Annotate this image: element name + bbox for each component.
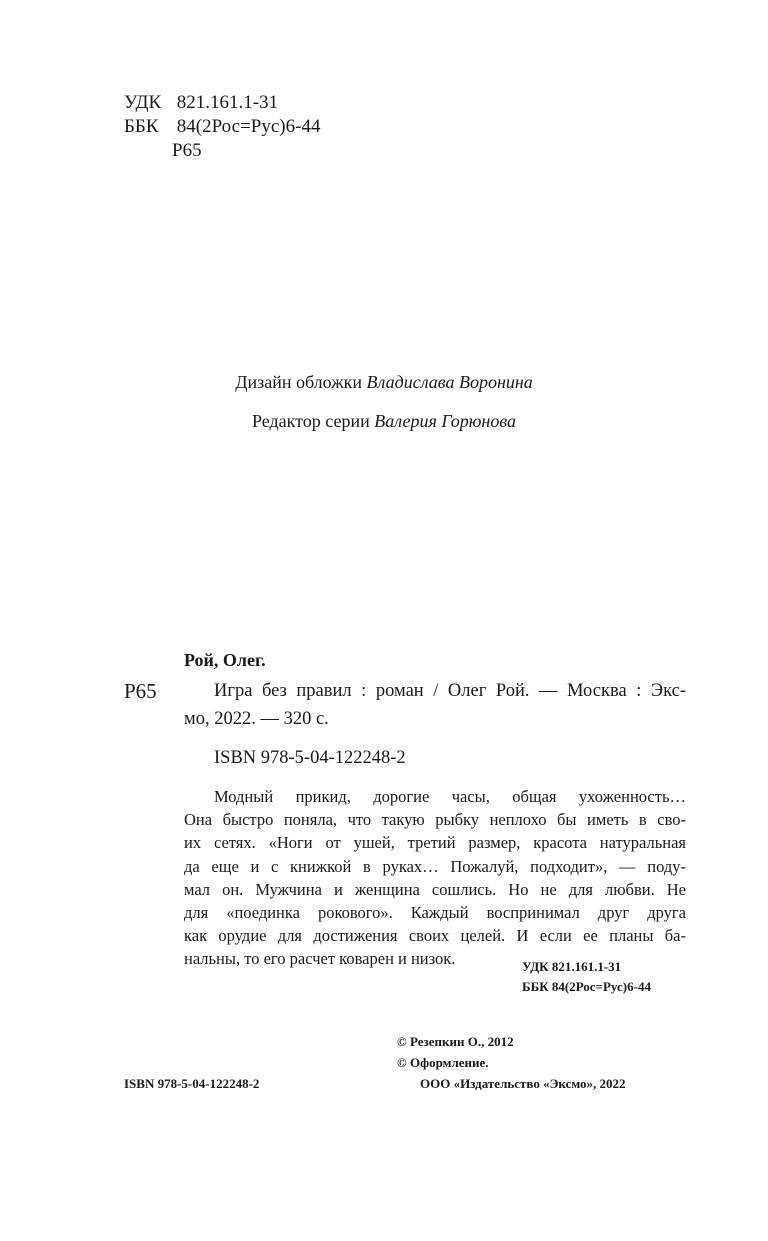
annotation	[184, 785, 686, 971]
annotation-line: для «поединка рокового». Каждый воспринимал друг друга	[184, 902, 686, 922]
copyright-publisher: ООО «Издательство «Эксмо», 2022	[420, 1076, 626, 1091]
annotation-line: их сетях. «Ноги от ушей, третий размер, красота натуральная	[184, 833, 686, 853]
footer-isbn: ISBN 978-5-04-122248-2	[124, 1076, 260, 1091]
catalog-bbk: ББК 84(2Рос=Рус)6-44	[522, 979, 651, 994]
catalog-bibliographic-line-1: Игра без правил : роман / Олег Рой. — Москва : Экс-	[214, 681, 686, 701]
cover-design-credit	[0, 370, 768, 394]
catalog-author: Рой, Олег.	[184, 650, 266, 670]
catalog-author-mark: Р65	[124, 679, 157, 703]
annotation-line: как орудие для достижения своих целей. И если ее планы ба-	[184, 926, 686, 946]
bbk-label: ББК	[124, 116, 159, 137]
author-mark-top: Р65	[172, 140, 202, 161]
annotation-line: нальны, то его расчет коварен и низок.	[184, 949, 456, 969]
annotation-line: Модный прикид, дорогие часы, общая ухоженность…	[214, 787, 686, 806]
catalog-isbn: ISBN 978-5-04-122248-2	[214, 748, 406, 768]
annotation-line: Она быстро поняла, что такую рыбку неплохо бы иметь в сво-	[184, 810, 686, 830]
annotation-line: да еще и с книжкой в руках… Пожалуй, подходит», — поду-	[184, 856, 686, 876]
series-editor-credit	[0, 409, 768, 433]
udk-line	[124, 91, 278, 115]
bbk-value: 84(2Рос=Рус)6-44	[176, 116, 321, 137]
annotation-line: мал он. Мужчина и женщина сошлись. Но не для любви. Не	[184, 879, 686, 899]
udk-value: 821.161.1-31	[176, 92, 279, 113]
catalog-udk: УДК 821.161.1-31	[522, 959, 622, 974]
series-editor-label: Редактор серии	[251, 411, 370, 431]
cover-design-label: Дизайн обложки	[235, 372, 363, 392]
copyright-design: © Оформление.	[397, 1055, 489, 1070]
copyright-author: © Резепкин О., 2012	[397, 1034, 514, 1049]
bbk-line	[124, 115, 320, 139]
cover-designer-name: Владислава Воронина	[366, 372, 533, 392]
udk-label: УДК	[124, 92, 162, 113]
catalog-bibliographic-line-2: мо, 2022. — 320 с.	[184, 709, 329, 729]
series-editor-name: Валерия Горюнова	[374, 411, 517, 431]
